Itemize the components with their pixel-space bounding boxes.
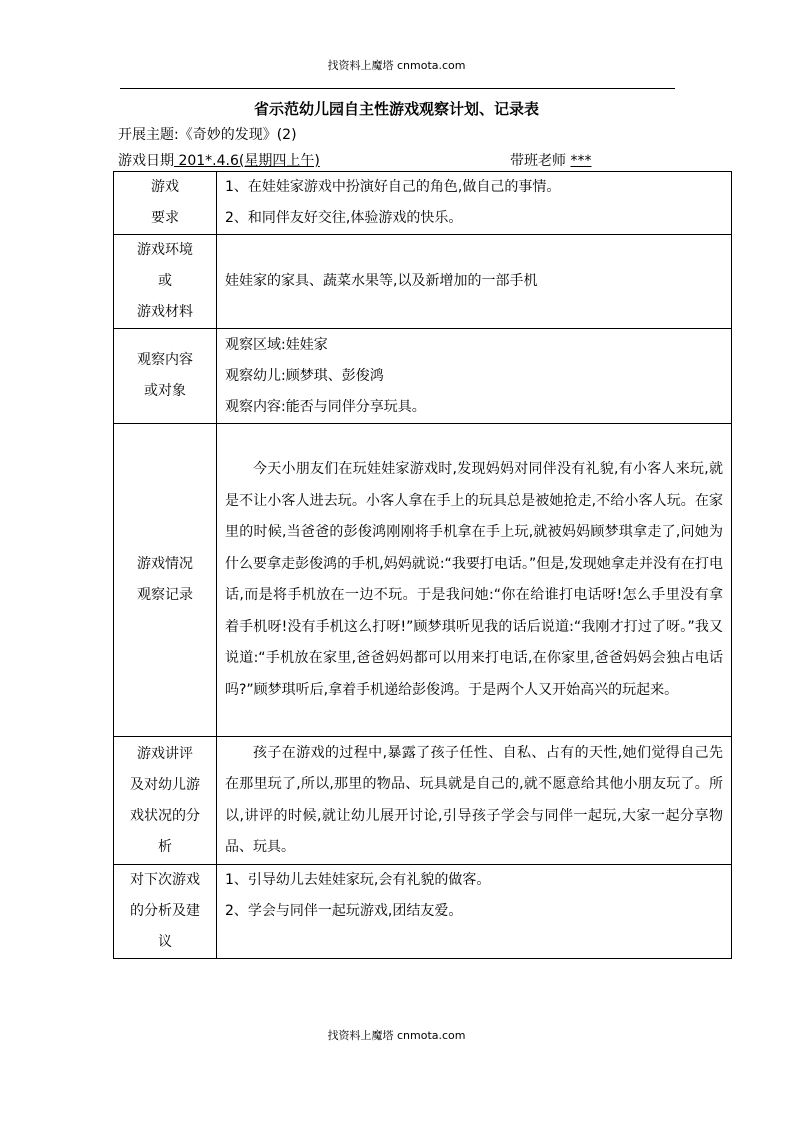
value-line: 观察内容:能否与同伴分享玩具。: [225, 398, 426, 415]
date-value: 201*.4.6(星期四上午): [174, 153, 320, 169]
label-line: 议: [158, 934, 172, 950]
table-row: [114, 737, 732, 865]
row-value: [217, 235, 732, 329]
teacher-value: ***: [570, 153, 592, 169]
row-value: [217, 329, 732, 424]
value-line: 1、在娃娃家游戏中扮演好自己的角色,做自己的事情。: [225, 179, 561, 195]
header-watermark: 找资料上魔塔 cnmota.com: [327, 59, 466, 72]
label-line: 要求: [151, 210, 179, 226]
row-label: [114, 424, 217, 737]
label-line: 析: [158, 838, 172, 855]
table-row: [114, 172, 732, 235]
label-line: 或: [158, 273, 172, 289]
row-label: [114, 172, 217, 235]
value-line: 娃娃家的家具、蔬菜水果等,以及新增加的一部手机: [225, 273, 538, 289]
table-row: [114, 235, 732, 329]
label-line: 及对幼儿游: [130, 776, 200, 793]
header-rule: [120, 88, 675, 89]
document-title: 省示范幼儿园自主性游戏观察计划、记录表: [253, 100, 539, 118]
row-label: [114, 865, 217, 959]
label-line: 游戏情况: [137, 556, 193, 572]
row-value: [217, 172, 732, 235]
teacher-label: 带班老师: [510, 153, 566, 169]
observation-table: [113, 171, 732, 959]
label-line: 观察记录: [137, 587, 193, 603]
label-line: 的分析及建: [130, 903, 200, 919]
label-line: 游戏材料: [137, 304, 193, 320]
evaluation-text: 孩子在游戏的过程中,暴露了孩子任性、自私、占有的天性,她们觉得自己先在那里玩了,所以,那里的物品、玩具就是自己的,就不愿意给其他小朋友玩了。所以,讲评的时候,就让幼儿展开讨论,引导孩子学会与同伴一起玩,大家一起分享物品、玩具。: [217, 737, 732, 865]
table-row: [114, 329, 732, 424]
value-line: 观察幼儿:顾梦琪、彭俊鸿: [225, 367, 384, 384]
value-line: 1、引导幼儿去娃娃家玩,会有礼貌的做客。: [225, 872, 491, 888]
label-line: 游戏讲评: [137, 745, 193, 762]
row-label: [114, 737, 217, 865]
value-line: 2、学会与同伴一起玩游戏,团结友爱。: [225, 903, 463, 919]
theme-line: 开展主题:《奇妙的发现》(2): [118, 127, 297, 143]
date-row: [118, 150, 738, 170]
label-line: 游戏: [151, 179, 179, 195]
table-row: [114, 865, 732, 959]
date-label: 游戏日期: [118, 153, 174, 169]
footer-watermark: 找资料上魔塔 cnmota.com: [327, 1029, 466, 1042]
label-line: 对下次游戏: [130, 872, 200, 888]
value-line: 2、和同伴友好交往,体验游戏的快乐。: [225, 210, 463, 226]
label-line: 或对象: [144, 383, 186, 399]
teacher-field: [510, 150, 591, 170]
label-line: 戏状况的分: [130, 807, 200, 824]
value-line: 观察区域:娃娃家: [225, 336, 328, 353]
observation-record-text: 今天小朋友们在玩娃娃家游戏时,发现妈妈对同伴没有礼貌,有小客人来玩,就是不让小客人进去玩。小客人拿在手上的玩具总是被她抢走,不给小客人玩。在家里的时候,当爸爸的彭俊鸿刚刚将手机拿在手上玩,就被妈妈顾梦琪拿走了,问她为什么要拿走彭俊鸿的手机,妈妈就说:“我要打电话。”但是,发现她拿走并没有在打电话,而是将手机放在一边不玩。于是我问她:“你在给谁打电话呀!怎么手里没有拿着手机呀!没有手机这么打呀!”顾梦琪听见我的话后说道:“我刚才打过了呀。”我又说道:“手机放在家里,爸爸妈妈都可以用来打电话,在你家里,爸爸妈妈会独占电话吗?”顾梦琪听后,拿着手机递给彭俊鸿。于是两个人又开始高兴的玩起来。: [217, 424, 732, 737]
label-line: 游戏环境: [137, 242, 193, 258]
table-row: [114, 424, 732, 737]
row-label: [114, 235, 217, 329]
row-label: [114, 329, 217, 424]
label-line: 观察内容: [137, 352, 193, 368]
row-value: [217, 865, 732, 959]
